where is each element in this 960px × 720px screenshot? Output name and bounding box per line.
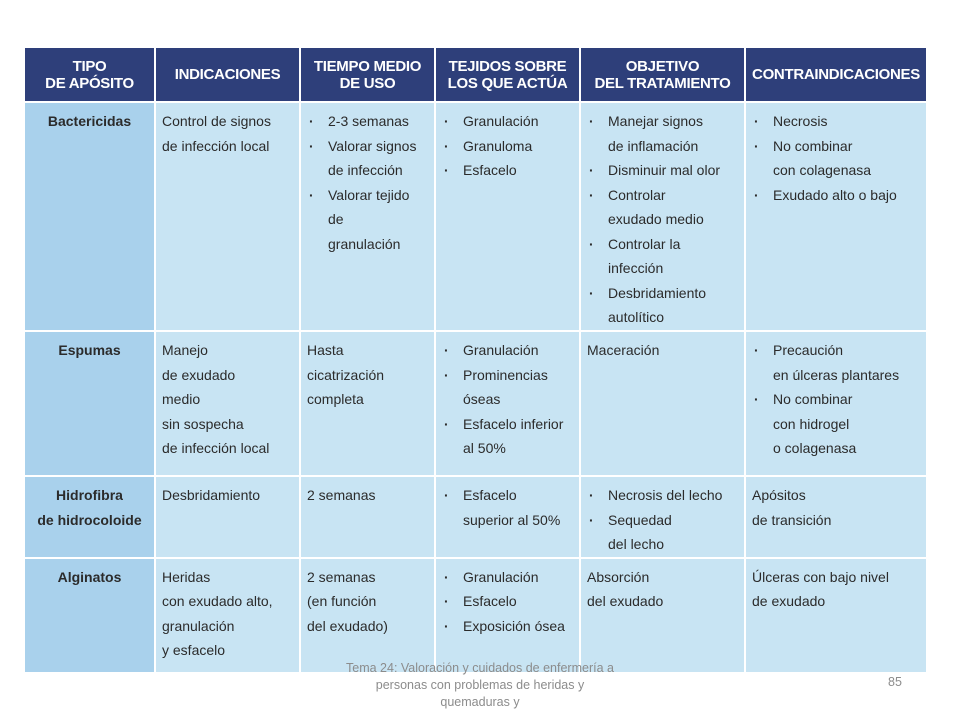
table-body bbox=[25, 102, 926, 672]
usage-time-cell bbox=[300, 558, 435, 672]
cell-line: de infección local bbox=[162, 137, 270, 154]
dressing-types-table bbox=[25, 48, 926, 672]
dressing-type-cell bbox=[25, 476, 155, 558]
cell-line: cicatrización bbox=[307, 366, 385, 383]
table-row bbox=[25, 331, 926, 476]
bullet-list bbox=[752, 338, 922, 461]
cell-line: Alginatos bbox=[57, 568, 122, 585]
cell-line: granulación bbox=[162, 617, 235, 634]
header-line: DE USO bbox=[339, 74, 396, 92]
objective-cell bbox=[580, 102, 745, 331]
cell-line: del exudado) bbox=[307, 617, 388, 634]
tissues-cell bbox=[435, 476, 580, 558]
header-cell bbox=[25, 48, 155, 102]
dressing-type-cell bbox=[25, 558, 155, 672]
table-row bbox=[25, 558, 926, 672]
header-line: TIPO bbox=[72, 57, 107, 75]
header-line: TEJIDOS SOBRE bbox=[448, 57, 567, 75]
bullet-item: · Valorar tejido de granulación bbox=[307, 183, 430, 257]
contraindications-cell bbox=[745, 476, 926, 558]
bullet-item: · Necrosis bbox=[752, 109, 922, 134]
cell-line: Manejo bbox=[162, 342, 208, 358]
usage-time-cell bbox=[300, 476, 435, 558]
cell-line: de hidrocoloide bbox=[37, 511, 142, 528]
bullet-list bbox=[442, 109, 575, 183]
header-line: LOS QUE ACTÚA bbox=[447, 74, 568, 92]
bullet-item: · Necrosis del lecho bbox=[587, 483, 740, 508]
tissues-cell bbox=[435, 102, 580, 331]
cell-line: de exudado bbox=[752, 593, 826, 609]
bullet-item: · No combinar con colagenasa bbox=[752, 134, 922, 183]
bullet-item: · 2-3 semanas bbox=[307, 109, 430, 134]
contraindications-cell bbox=[745, 558, 926, 672]
cell-line: Apósitos bbox=[752, 487, 806, 503]
usage-time-cell bbox=[300, 102, 435, 331]
bullet-item: · No combinar con hidrogel o colagenasa bbox=[752, 387, 922, 461]
header-cell bbox=[580, 48, 745, 102]
indications-cell bbox=[155, 558, 300, 672]
contraindications-cell bbox=[745, 331, 926, 476]
cell-line: Hasta bbox=[307, 342, 344, 358]
table-row bbox=[25, 102, 926, 331]
header-cell bbox=[745, 48, 926, 102]
bullet-item: · Esfacelo bbox=[442, 589, 575, 614]
table-header-row bbox=[25, 48, 926, 102]
bullet-item: · Exposición ósea bbox=[442, 614, 575, 639]
page-number: 85 bbox=[888, 675, 902, 689]
bullet-list bbox=[442, 565, 575, 639]
objective-cell bbox=[580, 558, 745, 672]
usage-time-cell bbox=[300, 331, 435, 476]
cell-line: Desbridamiento bbox=[162, 487, 261, 503]
cell-line: Maceración bbox=[587, 342, 660, 358]
bullet-list bbox=[752, 109, 922, 207]
cell-line: y esfacelo bbox=[162, 642, 226, 658]
bullet-item: · Precaución en úlceras plantares bbox=[752, 338, 922, 387]
indications-cell bbox=[155, 102, 300, 331]
header-cell bbox=[155, 48, 300, 102]
cell-line: sin sospecha bbox=[162, 415, 244, 432]
header-line: TIEMPO MEDIO bbox=[313, 57, 422, 75]
indications-cell bbox=[155, 331, 300, 476]
cell-line: medio bbox=[162, 391, 201, 407]
bullet-list bbox=[442, 483, 575, 532]
cell-line: 2 semanas bbox=[307, 568, 376, 585]
bullet-list bbox=[587, 109, 740, 330]
bullet-item: · Esfacelo inferior al 50% bbox=[442, 412, 575, 461]
header-cell bbox=[435, 48, 580, 102]
cell-line: de transición bbox=[752, 511, 832, 528]
header-line: DEL TRATAMIENTO bbox=[594, 74, 731, 92]
dressing-type-cell bbox=[25, 102, 155, 331]
indications-cell bbox=[155, 476, 300, 558]
cell-line: de infección local bbox=[162, 440, 270, 456]
header-line: OBJETIVO bbox=[625, 57, 700, 75]
bullet-item: · Granulación bbox=[442, 338, 575, 363]
table-row bbox=[25, 476, 926, 558]
header-line: CONTRAINDICACIONES bbox=[752, 66, 920, 83]
header-line: INDICACIONES bbox=[174, 66, 281, 83]
cell-line: Absorción bbox=[587, 568, 650, 585]
tissues-cell bbox=[435, 558, 580, 672]
header-line: DE APÓSITO bbox=[45, 74, 134, 92]
dressing-type-cell bbox=[25, 331, 155, 476]
bullet-item: · Controlar exudado medio bbox=[587, 183, 740, 232]
bullet-item: · Manejar signos de inflamación bbox=[587, 109, 740, 158]
objective-cell bbox=[580, 476, 745, 558]
contraindications-cell bbox=[745, 102, 926, 331]
cell-line: Control de signos bbox=[162, 113, 271, 129]
bullet-item: · Exudado alto o bajo bbox=[752, 183, 922, 208]
bullet-item: · Prominencias óseas bbox=[442, 363, 575, 412]
bullet-item: · Granulación bbox=[442, 109, 575, 134]
bullet-list bbox=[587, 483, 740, 557]
bullet-item: · Desbridamiento autolítico bbox=[587, 281, 740, 330]
cell-line: (en función bbox=[307, 593, 377, 609]
bullet-item: · Valorar signos de infección bbox=[307, 134, 430, 183]
bullet-item: · Granuloma bbox=[442, 134, 575, 159]
bullet-list bbox=[442, 338, 575, 461]
bullet-item: · Controlar la infección bbox=[587, 232, 740, 281]
bullet-item: · Esfacelo bbox=[442, 158, 575, 183]
cell-line: del exudado bbox=[587, 593, 664, 609]
bullet-item: · Granulación bbox=[442, 565, 575, 590]
cell-line: con exudado alto, bbox=[162, 593, 273, 609]
cell-line: Espumas bbox=[58, 342, 121, 358]
cell-line: Hidrofibra bbox=[56, 487, 123, 503]
cell-line: Bactericidas bbox=[47, 113, 132, 129]
tissues-cell bbox=[435, 331, 580, 476]
cell-line: completa bbox=[307, 391, 364, 407]
bullet-item: · Sequedad del lecho bbox=[587, 508, 740, 557]
bullet-item: · Disminuir mal olor bbox=[587, 158, 740, 183]
cell-line: de exudado bbox=[162, 366, 236, 383]
objective-cell bbox=[580, 331, 745, 476]
cell-line: Úlceras con bajo nivel bbox=[752, 568, 889, 585]
footer-text: Tema 24: Valoración y cuidados de enfermería a personas con problemas de heridas y quemaduras y bbox=[346, 661, 614, 709]
cell-line: 2 semanas bbox=[307, 487, 376, 503]
cell-line: Heridas bbox=[162, 568, 211, 585]
bullet-list bbox=[307, 109, 430, 256]
header-cell bbox=[300, 48, 435, 102]
bullet-item: · Esfacelo superior al 50% bbox=[442, 483, 575, 532]
